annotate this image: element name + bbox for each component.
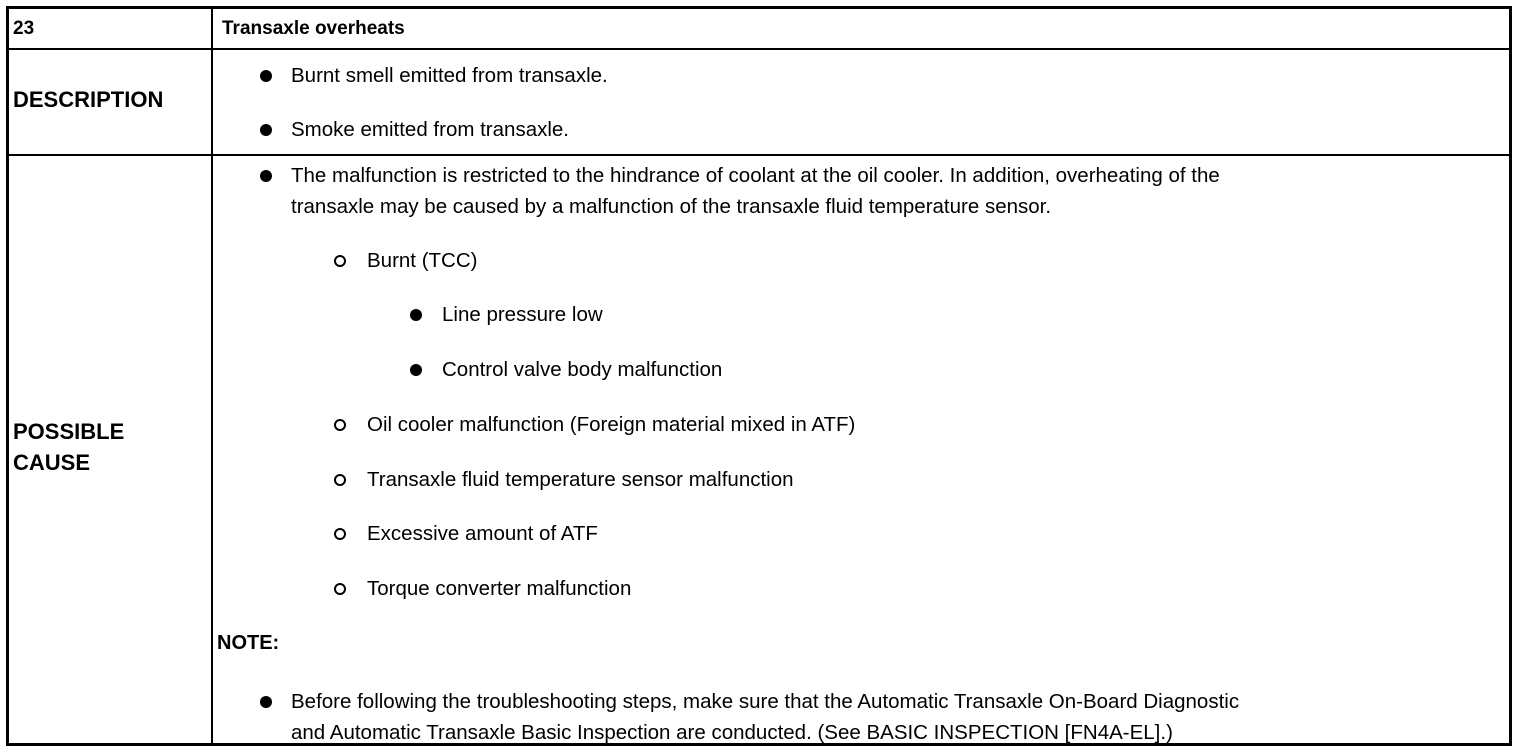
possible-cause-row (9, 156, 1509, 743)
cause-item: Burnt (TCC) (367, 249, 478, 272)
description-label-cell (9, 50, 211, 154)
circle-bullet-icon (334, 255, 346, 267)
description-content-cell (213, 50, 1509, 154)
possible-cause-label-cell (9, 156, 211, 743)
cause-item: Excessive amount of ATF (367, 522, 598, 545)
circle-bullet-icon (334, 583, 346, 595)
cause-intro: The malfunction is restricted to the hindrance of coolant at the oil cooler. In addition, overheating of the (291, 164, 1220, 187)
cause-intro: transaxle may be caused by a malfunction of the transaxle fluid temperature sensor. (291, 195, 1052, 218)
description-item: Burnt smell emitted from transaxle. (291, 64, 608, 87)
item-title: Transaxle overheats (222, 18, 405, 39)
troubleshooting-table (6, 6, 1512, 746)
cause-sub-item: Control valve body malfunction (442, 358, 723, 381)
description-item: Smoke emitted from transaxle. (291, 118, 569, 141)
bullet-icon (260, 696, 272, 708)
circle-bullet-icon (334, 528, 346, 540)
item-number: 23 (13, 18, 35, 39)
header-title-cell (213, 9, 1509, 48)
cause-item: Oil cooler malfunction (Foreign material mixed in ATF) (367, 413, 856, 436)
cause-sub-item: Line pressure low (442, 303, 603, 326)
bullet-icon (260, 124, 272, 136)
bullet-icon (260, 170, 272, 182)
description-label: DESCRIPTION (13, 87, 164, 112)
circle-bullet-icon (334, 474, 346, 486)
cause-item: Torque converter malfunction (367, 577, 632, 600)
note-text: Before following the troubleshooting steps, make sure that the Automatic Transaxle On-Board Diagnostic (291, 690, 1240, 713)
header-number-cell (9, 9, 211, 48)
description-row (9, 50, 1509, 156)
cause-item: Transaxle fluid temperature sensor malfunction (367, 468, 794, 491)
note-label: NOTE: (217, 632, 280, 654)
possible-cause-label: CAUSE (13, 450, 91, 475)
bullet-icon (260, 70, 272, 82)
possible-cause-label: POSSIBLE (13, 419, 125, 444)
bullet-icon (410, 309, 422, 321)
circle-bullet-icon (334, 419, 346, 431)
note-text: and Automatic Transaxle Basic Inspection are conducted. (See BASIC INSPECTION [FN4A-EL].) (291, 721, 1173, 744)
possible-cause-content-cell (213, 156, 1509, 743)
header-row (9, 9, 1509, 50)
bullet-icon (410, 364, 422, 376)
